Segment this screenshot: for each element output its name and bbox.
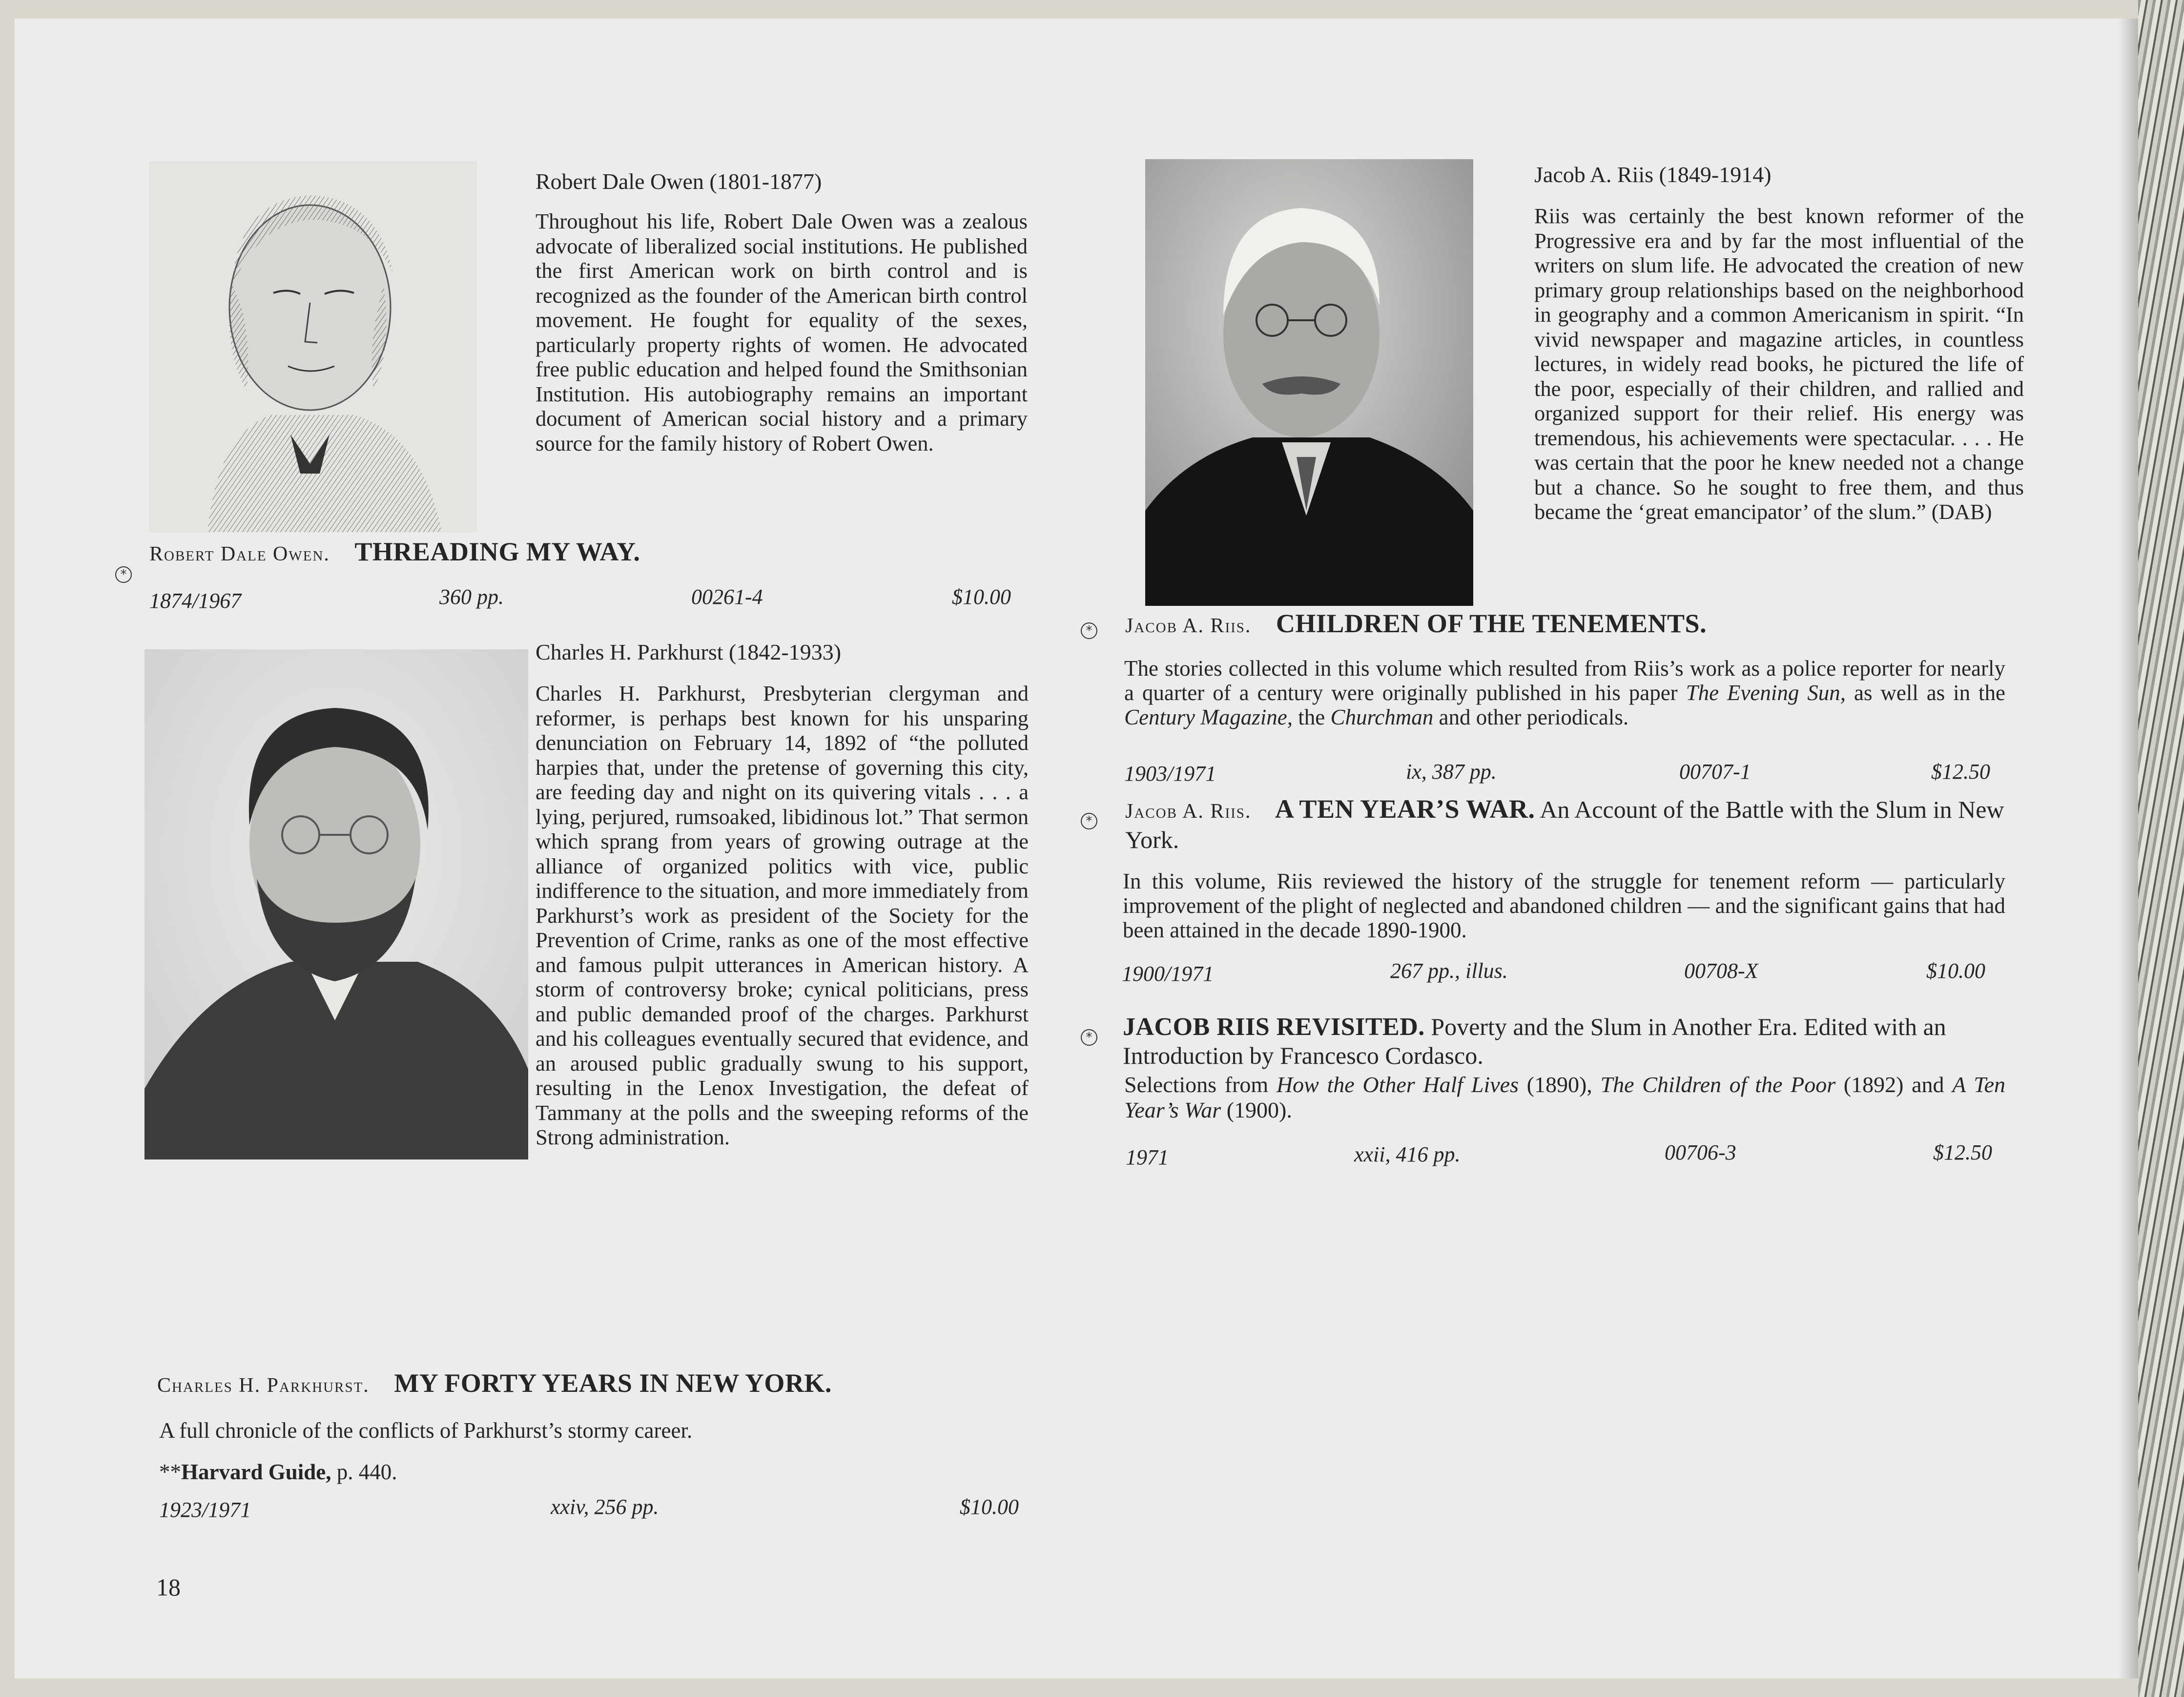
parkhurst-author: Charles H. Parkhurst. bbox=[157, 1374, 370, 1397]
owen-star-mark: * bbox=[115, 566, 132, 583]
parkhurst-bio-text: Charles H. Parkhurst, Presbyterian clergyman and reformer, is perhaps best known for his unsparing denunciation on February 14, 1892 of “the polluted harpies that, under the pretense of governing this city, are feeding day and night on its quivering vitals . . . a lying, perjured, rumsoaked, libidinous lot.” That sermon which sprang from years of growing outrage at the alliance of organized politics with vice, public indifference to the situation, and more immediately from Parkhurst’s work as president of the Society for the Prevention of Crime, ranks as one of the most effective and famous pulpit utterances in American history. A storm of controversy broke; cynical politicians, press and public demanded proof of the charges. Parkhurst and his colleagues eventually secured that evidence, and an aroused public gradually swung to his support, resulting in the Lenox Investigation, the defeat of Tammany at the polls and the sweeping reforms of the Strong administration. bbox=[536, 681, 1029, 1149]
parkhurst-pages: xxiv, 256 pp. bbox=[551, 1495, 659, 1519]
parkhurst-ref-stars: ** bbox=[159, 1460, 181, 1484]
riis-children-isbn: 00707-1 bbox=[1679, 760, 1751, 784]
owen-isbn: 00261-4 bbox=[691, 585, 763, 609]
riis-children-book-title: CHILDREN OF THE TENEMENTS. bbox=[1276, 609, 1707, 638]
riis-tenyear-price: $10.00 bbox=[1926, 959, 1985, 983]
riis-revisited-sel-d: (1900). bbox=[1221, 1097, 1292, 1122]
parkhurst-book-title: MY FORTY YEARS IN NEW YORK. bbox=[394, 1368, 832, 1398]
parkhurst-summary: A full chronicle of the conflicts of Parkhurst’s stormy career. bbox=[159, 1418, 693, 1443]
riis-bio-text: Riis was certainly the best known reformer of the Progressive era and by far the most influential of the writers on slum life. He advocated the creation of new primary group relationships based on the neighborhood in geography and a common Americanism in spirit. “In vivid newspaper and magazine articles, in countless lectures, in widely read books, he pictured the life of the poor, especially of their children, and rallied and organized support for their relief. His energy was tremendous, his achievements were spectacular. . . . He was certain that the poor he knew needed not a change but a chance. So he sought to free them, and thus became the ‘great emancipator’ of the slum.” (DAB) bbox=[1534, 204, 2024, 524]
owen-price: $10.00 bbox=[952, 585, 1011, 609]
parkhurst-reference bbox=[159, 1460, 397, 1484]
riis-revisited-sel-other-half: How the Other Half Lives bbox=[1276, 1072, 1519, 1097]
riis-children-entry-heading bbox=[1125, 611, 1707, 638]
owen-author: Robert Dale Owen. bbox=[149, 543, 330, 565]
riis-tenyear-author: Jacob A. Riis. bbox=[1125, 800, 1252, 823]
parkhurst-bio-title: Charles H. Parkhurst (1842-1933) bbox=[536, 640, 842, 664]
parkhurst-ref-page: p. 440. bbox=[331, 1460, 397, 1484]
riis-revisited-price: $12.50 bbox=[1933, 1140, 1992, 1164]
riis-children-pages: ix, 387 pp. bbox=[1406, 760, 1497, 784]
riis-bio-title: Jacob A. Riis (1849-1914) bbox=[1534, 162, 1772, 187]
owen-years: 1874/1967 bbox=[149, 589, 242, 613]
riis-revisited-entry-heading bbox=[1123, 1013, 2006, 1070]
riis-revisited-star-mark: * bbox=[1081, 1029, 1097, 1046]
riis-revisited-sel-ten-years-war: A Ten Year’s War bbox=[1124, 1072, 2005, 1122]
riis-revisited-selections bbox=[1124, 1072, 2005, 1123]
riis-revisited-sel-b: (1890), bbox=[1518, 1072, 1601, 1097]
page-curl-shadow bbox=[2119, 19, 2138, 1678]
parkhurst-price: $10.00 bbox=[960, 1495, 1019, 1519]
owen-entry-heading bbox=[149, 539, 640, 566]
riis-children-star-mark: * bbox=[1081, 622, 1097, 639]
riis-children-desc-d: and other periodicals. bbox=[1433, 705, 1629, 729]
riis-tenyear-pages: 267 pp., illus. bbox=[1390, 959, 1508, 983]
riis-children-desc-a: The stories collected in this volume which resulted from Riis’s work as a police reporter for nearly a quarter of a century were originally published in his paper bbox=[1124, 656, 2005, 705]
riis-children-desc-evening-sun: The Evening Sun, bbox=[1686, 681, 1846, 705]
riis-tenyear-description: In this volume, Riis reviewed the history of the struggle for tenement reform — particularly improvement of the plight of neglected and abandoned children — and the significant gains that had been attained in the decade 1890-1900. bbox=[1123, 869, 2005, 942]
riis-revisited-sel-children-poor: The Children of the Poor bbox=[1600, 1072, 1836, 1097]
riis-revisited-sel-c: (1892) and bbox=[1835, 1072, 1953, 1097]
portrait-charles-h-parkhurst bbox=[144, 649, 528, 1159]
riis-revisited-book-title: JACOB RIIS REVISITED. bbox=[1123, 1013, 1425, 1041]
riis-tenyear-star-mark: * bbox=[1081, 813, 1097, 829]
portrait-robert-dale-owen bbox=[149, 161, 477, 532]
riis-revisited-sel-a: Selections from bbox=[1124, 1072, 1277, 1097]
riis-tenyear-book-title: A TEN YEAR’S WAR. bbox=[1275, 794, 1535, 824]
riis-tenyear-subtitle: An Account of the Battle with the Slum in New York. bbox=[1125, 796, 2004, 853]
owen-bio-title: Robert Dale Owen (1801-1877) bbox=[536, 169, 822, 194]
riis-children-years: 1903/1971 bbox=[1124, 762, 1216, 786]
page-number: 18 bbox=[156, 1573, 181, 1601]
riis-children-description bbox=[1124, 656, 2005, 729]
riis-revisited-subtitle: Poverty and the Slum in Another Era. Edited with an Introduction by Francesco Cordasco. bbox=[1123, 1013, 1946, 1069]
adjacent-page-edge bbox=[2138, 0, 2184, 1697]
owen-bio-text: Throughout his life, Robert Dale Owen was a zealous advocate of liberalized social institutions. He published the first American work on birth control and is recognized as the founder of the American birth control movement. He fought for equality of the sexes, particularly property rights of women. He advocated free public education and helped found the Smithsonian Institution. His autobiography remains an important document of American social history and a primary source for the family history of Robert Owen. bbox=[536, 209, 1028, 455]
parkhurst-entry-heading bbox=[157, 1368, 832, 1398]
riis-children-desc-century: Century Magazine, bbox=[1124, 705, 1293, 729]
portrait-jacob-a-riis bbox=[1145, 159, 1473, 606]
riis-tenyear-isbn: 00708-X bbox=[1684, 959, 1758, 983]
owen-pages: 360 pp. bbox=[439, 585, 504, 609]
parkhurst-ref-source: Harvard Guide, bbox=[181, 1460, 331, 1484]
riis-revisited-years: 1971 bbox=[1126, 1145, 1169, 1169]
riis-children-desc-c: the bbox=[1292, 705, 1331, 729]
riis-revisited-isbn: 00706-3 bbox=[1665, 1140, 1736, 1164]
riis-children-desc-churchman: Churchman bbox=[1330, 705, 1434, 729]
riis-revisited-pages: xxii, 416 pp. bbox=[1354, 1142, 1461, 1166]
riis-children-author: Jacob A. Riis. bbox=[1125, 615, 1252, 637]
riis-tenyear-entry-heading bbox=[1125, 795, 2009, 854]
riis-tenyear-years: 1900/1971 bbox=[1122, 962, 1214, 986]
owen-book-title: THREADING MY WAY. bbox=[354, 537, 640, 566]
riis-children-price: $12.50 bbox=[1931, 760, 1990, 784]
parkhurst-years: 1923/1971 bbox=[159, 1498, 251, 1522]
riis-children-desc-b: as well as in the bbox=[1846, 681, 2006, 705]
